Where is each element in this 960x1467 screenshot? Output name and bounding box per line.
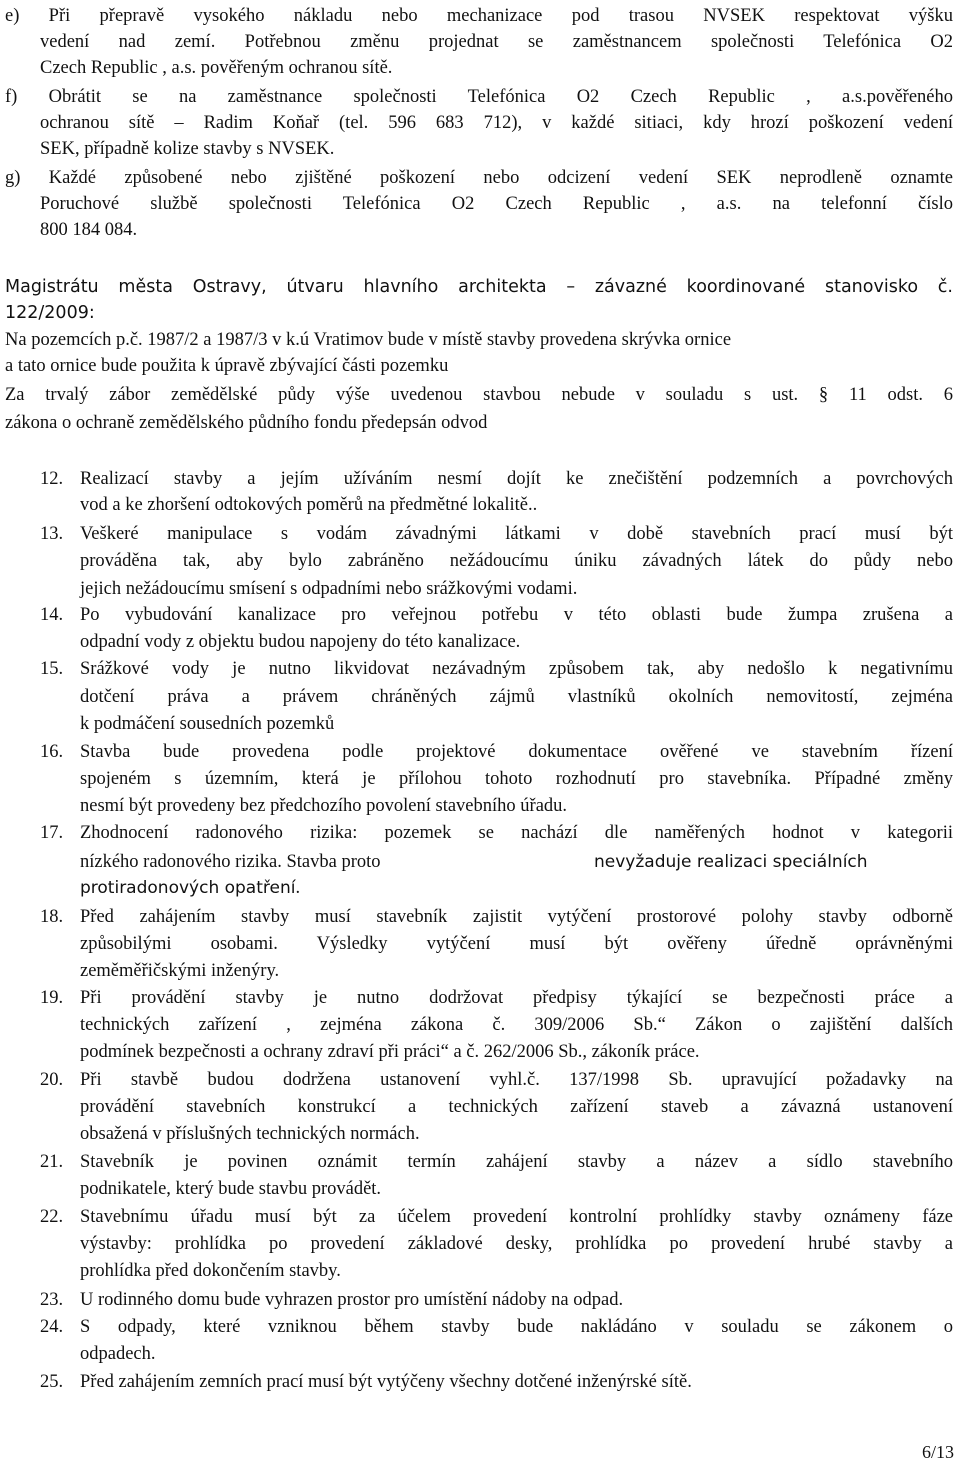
list-item-line: podmínek bezpečnosti a ochrany zdraví při práci“ a č. 262/2006 Sb., zákoník práce. xyxy=(80,1042,700,1062)
section-heading: Magistrátu města Ostravy, útvaru hlavního architekta – závazné koordinované stanovisko č. xyxy=(5,277,953,297)
period: . xyxy=(295,878,301,898)
text-line: vedení nad zemí. Potřebnou změnu projednat se zaměstnancem společnosti Telefónica O2 xyxy=(40,32,953,52)
list-item-line: spojeném s územním, která je přílohou tohoto rozhodnutí pro stavebníka. Případné změny xyxy=(80,769,953,789)
list-item-line: odpadní vody z objektu budou napojeny do této kanalizace. xyxy=(80,632,521,652)
text-line: Czech Republic , a.s. pověřeným ochranou sítě. xyxy=(40,58,393,78)
list-item-line xyxy=(80,849,381,875)
list-item-line: způsobilými osobami. Výsledky vytýčení musí být ověřeny úředně oprávněnými xyxy=(80,934,953,954)
list-number: 23. xyxy=(40,1290,64,1310)
list-item-line: prováděna tak, aby bylo zabráněno nežádoucímu úniku závadných látek do půdy nebo xyxy=(80,551,953,571)
list-number: 22. xyxy=(40,1207,64,1227)
list-item-line: Veškeré manipulace s vodám závadnými látkami v době stavebních prací musí být xyxy=(80,524,953,544)
list-item-line xyxy=(80,875,300,901)
text-line: Za trvalý zábor zemědělské půdy výše uvedenou stavbou nebude v souladu s ust. § 11 odst. 6 xyxy=(5,385,953,405)
list-number: 18. xyxy=(40,907,64,927)
list-number: 14. xyxy=(40,605,64,625)
list-item-line: Při provádění stavby je nutno dodržovat předpisy týkající se bezpečnosti práce a xyxy=(80,988,953,1008)
section-heading-number: 122/2009: xyxy=(5,303,95,323)
bold-emphasis: nevyžaduje realizaci speciálních xyxy=(594,852,868,872)
list-item-line: S odpady, které vzniknou během stavby bude nakládáno v souladu se zákonem o xyxy=(80,1317,953,1337)
list-number: 25. xyxy=(40,1372,64,1392)
list-item-line: provádění stavebních konstrukcí a technických zařízení staveb a závazná ustanovení xyxy=(80,1097,953,1117)
text-line: e) Při přepravě vysokého nákladu nebo mechanizace pod trasou NVSEK respektovat výšku xyxy=(5,6,953,26)
page-number: 6/13 xyxy=(921,1442,954,1462)
list-number: 19. xyxy=(40,988,64,1008)
list-number: 21. xyxy=(40,1152,64,1172)
text-line: a tato ornice bude použita k úpravě zbývající části pozemku xyxy=(5,356,449,376)
text-line: f) Obrátit se na zaměstnance společnosti Telefónica O2 Czech Republic , a.s.pověřeného xyxy=(5,87,953,107)
list-item-line: Stavebník je povinen oznámit termín zahájení stavby a název a sídlo stavebního xyxy=(80,1152,953,1172)
list-number: 24. xyxy=(40,1317,64,1337)
list-item-line: jejich nežádoucímu smísení s odpadními nebo srážkovými vodami. xyxy=(80,579,578,599)
list-item-line: prohlídka před dokončením stavby. xyxy=(80,1261,341,1281)
list-item-line: Před zahájením zemních prací musí být vytýčeny všechny dotčené inženýrské sítě. xyxy=(80,1372,692,1392)
list-number: 17. xyxy=(40,823,64,843)
list-item-line: nesmí být provedeny bez předchozího povolení stavebního úřadu. xyxy=(80,796,568,816)
list-number: 15. xyxy=(40,659,64,679)
text-line: SEK, případně kolize stavby s NVSEK. xyxy=(40,139,335,159)
text-line: g) Každé způsobené nebo zjištěné poškození nebo odcizení vedení SEK neprodleně oznamte xyxy=(5,168,953,188)
list-item-line: výstavby: prohlídka po provedení základové desky, prohlídka po provedení hrubé stavby a xyxy=(80,1234,953,1254)
bold-emphasis: protiradonových opatření xyxy=(80,878,296,898)
list-item-line: Realizací stavby a jejím užíváním nesmí dojít ke znečištění podzemních a povrchových xyxy=(80,469,953,489)
list-number: 13. xyxy=(40,524,64,544)
list-item-line: dotčení práva a právem chráněných zájmů vlastníků okolních nemovitostí, zejména xyxy=(80,687,953,707)
list-number: 16. xyxy=(40,742,64,762)
text-line: 800 184 084. xyxy=(40,220,138,240)
list-item-line: zeměměřičskými inženýry. xyxy=(80,961,280,981)
text-line: zákona o ochraně zemědělského půdního fondu předepsán odvod xyxy=(5,413,488,433)
list-item-line: k podmáčení sousedních pozemků xyxy=(80,714,335,734)
text-line: Poruchové službě společnosti Telefónica O2 Czech Republic , a.s. na telefonní číslo xyxy=(40,194,953,214)
list-item-line: Po vybudování kanalizace pro veřejnou potřebu v této oblasti bude žumpa zrušena a xyxy=(80,605,953,625)
list-number: 20. xyxy=(40,1070,64,1090)
list-item-line: Při stavbě budou dodržena ustanovení vyhl.č. 137/1998 Sb. upravující požadavky na xyxy=(80,1070,953,1090)
text-line: Na pozemcích p.č. 1987/2 a 1987/3 v k.ú Vratimov bude v místě stavby provedena skrývka ornice xyxy=(5,330,732,350)
list-item-line: Zhodnocení radonového rizika: pozemek se nachází dle naměřených hodnot v kategorii xyxy=(80,823,953,843)
list-item-text: nízkého radonového rizika. Stavba proto xyxy=(80,852,381,872)
list-item-line: vod a ke zhoršení odtokových poměrů na předmětné lokalitě.. xyxy=(80,495,538,515)
list-item-line: Stavba bude provedena podle projektové dokumentace ověřené ve stavebním řízení xyxy=(80,742,953,762)
list-item-line: obsažená v příslušných technických normách. xyxy=(80,1124,420,1144)
list-item-line: Před zahájením stavby musí stavebník zajistit vytýčení prostorové polohy stavby odborně xyxy=(80,907,953,927)
list-item-line: podnikatele, který bude stavbu provádět. xyxy=(80,1179,382,1199)
list-item-line: Srážkové vody je nutno likvidovat nezávadným způsobem tak, aby nedošlo k negativnímu xyxy=(80,659,953,679)
list-item-line: technických zařízení , zejména zákona č. 309/2006 Sb.“ Zákon o zajištění dalších xyxy=(80,1015,953,1035)
list-number: 12. xyxy=(40,469,64,489)
list-item-line: Stavebnímu úřadu musí být za účelem provedení kontrolní prohlídky stavby oznámeny fáze xyxy=(80,1207,953,1227)
list-item-line: odpadech. xyxy=(80,1344,156,1364)
text-line: ochranou sítě – Radim Koňař (tel. 596 683 712), v každé sitiaci, kdy hrozí poškození vedení xyxy=(40,113,953,133)
list-item-line: U rodinného domu bude vyhrazen prostor pro umístění nádoby na odpad. xyxy=(80,1290,624,1310)
